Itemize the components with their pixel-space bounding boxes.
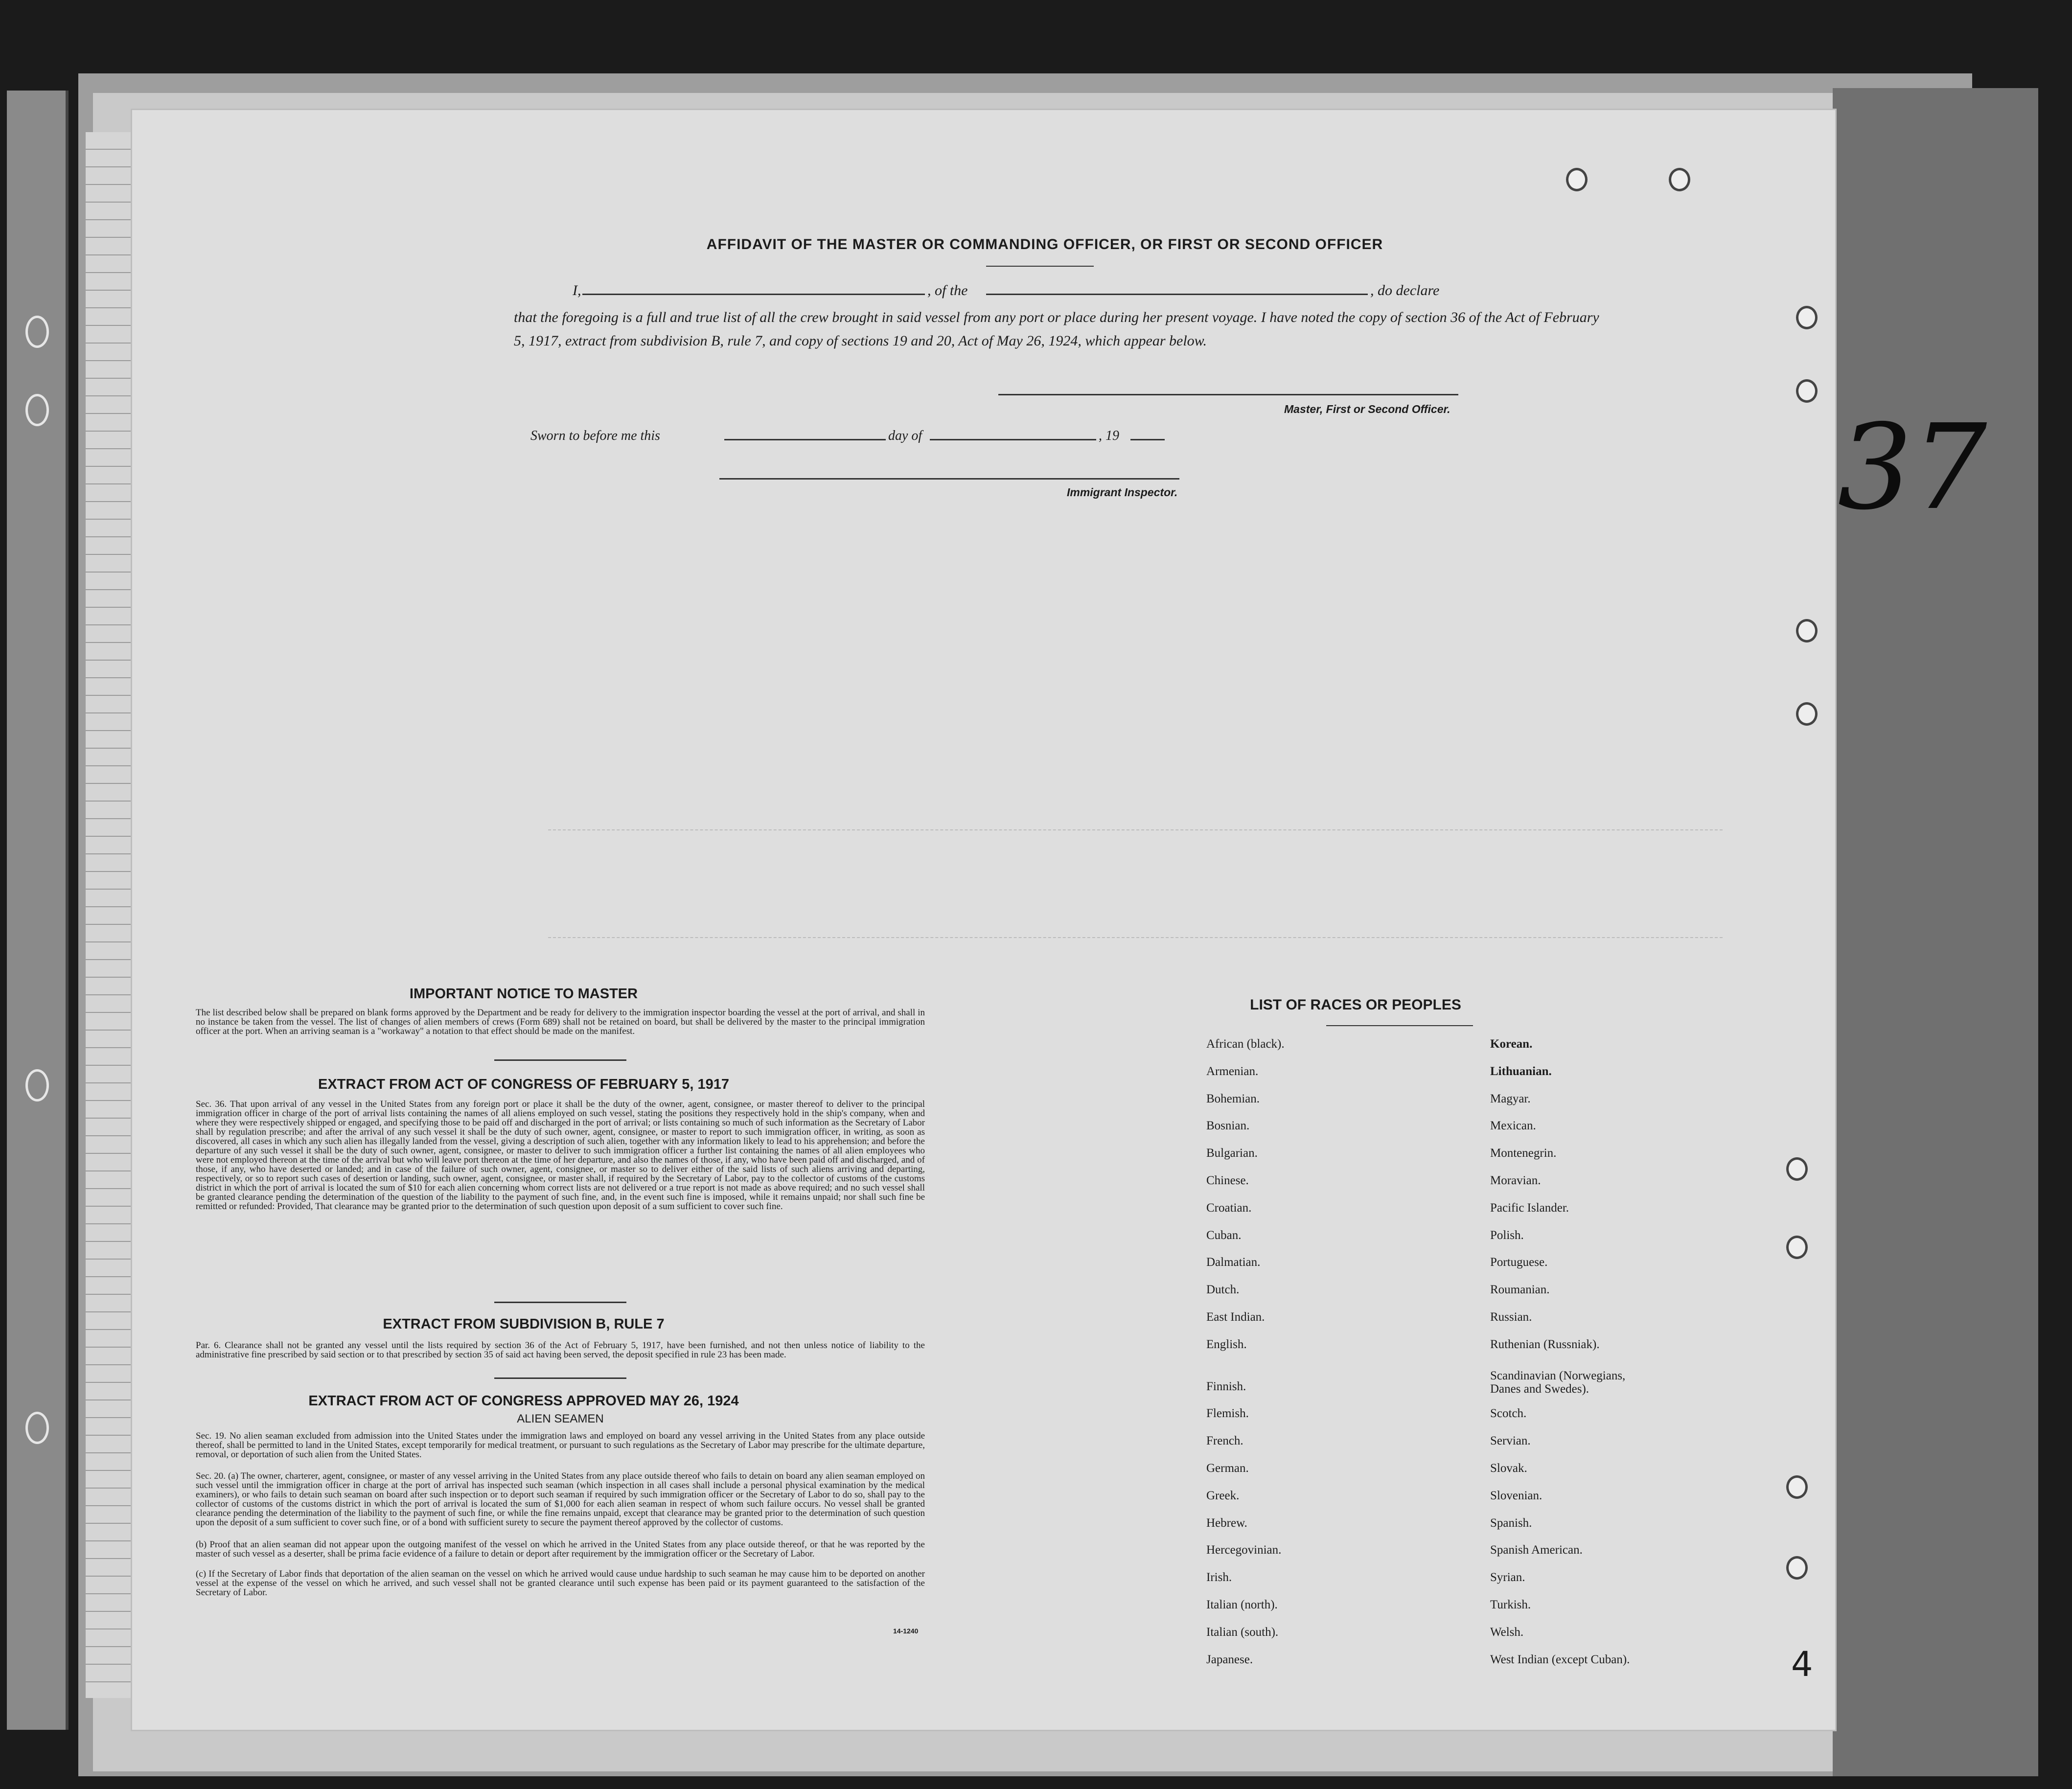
ledger-edge	[86, 132, 139, 1698]
race-item: Servian.	[1490, 1434, 1531, 1448]
affidavit-text: that the foregoing is a full and true list of all the crew brought in said vessel from any port or place during her present voyage. I have noted the copy of section 36 of the Act of February 5, 1917, extract from subdivision B, rule 7, and copy of sections 19 and 20, Act of May 26, 1924, which appear below.	[514, 309, 1599, 349]
race-item: Italian (south).	[1206, 1625, 1279, 1639]
manifest-sheet	[132, 110, 1835, 1730]
race-item: French.	[1206, 1434, 1243, 1448]
sec20b-body: (b) Proof that an alien seaman did not appear upon the outgoing manifest of the vessel on which he arrived in the United States from any place outside thereof, or that he was reported by the master of such vessel as a deserter, shall be prima facie evidence of a failure to detain or deport after requirement by the immigration officer or the Secretary of Labor.	[196, 1539, 925, 1559]
extract-1917-body: Sec. 36. That upon arrival of any vessel in the United States from any foreign port or place it shall be the duty of the owner, agent, consignee, or master thereof to deliver to the principal immigration officer in charge of the port of arrival lists containing the names of all aliens employed on such vessel, stating the positions they respectively hold in the ship's company, when and where they were respectively shipped or engaged, and specifying those to be paid off and discharged in the port of arrival; or lists containing so much of such information as the Secretary of Labor shall by regulation prescribe; and after the arrival of any such vessel it shall be the duty of such owner, agent, consignee, or master to report to such immigration officer, in writing, as soon as discovered, all cases in which any such alien has illegally landed from the vessel, giving a description of such alien, together with any information likely to lead to his apprehension; and before the departure of any such vessel it shall be the duty of such owner, agent, consignee, or master to deliver to such immigration officer a further list containing the names of all alien employees who were not employed thereon at the time of the arrival but who will leave port thereon at the time of her departure, and also the names of those, if any, who have been paid off and discharged, and of those, if any, who have deserted or landed; and in case of the failure of such owner, agent, consignee, or master so to deliver either of the said lists of such aliens arriving and departing, respectively, or so to report such cases of desertion or landing, such owner, agent, consignee, or master shall, if required by the Secretary of Labor, pay to the collector of customs of the customs district in which the port of arrival is located the sum of $10 for each alien concerning whom correct lists are not delivered or a true report is not made as above required; and no such vessel shall be granted clearance pending the determination of the question of the liability to the payment of such fine, and, in the event such fine is imposed, while it remains unpaid; nor shall such fine be remitted or refunded: Provided, That clearance may be granted prior to the determination of such question upon deposit of a sum sufficient to cover such fine.	[196, 1099, 925, 1212]
race-item: Pacific Islander.	[1490, 1201, 1569, 1215]
race-item: Spanish American.	[1490, 1543, 1583, 1557]
form-number: 14-1240	[893, 1627, 919, 1635]
punch-hole	[1786, 1157, 1808, 1181]
extract-1917-title: EXTRACT FROM ACT OF CONGRESS OF FEBRUARY 5, 1917	[318, 1077, 730, 1092]
punch-hole	[1669, 168, 1690, 191]
race-item: Italian (north).	[1206, 1598, 1278, 1611]
sec20c-body: (c) If the Secretary of Labor finds that deportation of the alien seaman on the vessel on which he arrived would cause undue hardship to such seaman he may cause him to be deported on another vessel at the expense of the vessel on which he arrived, and such vessel shall not be granted clearance until such expense has been paid or its payment guaranteed to the satisfaction of the Secretary of Labor.	[196, 1569, 925, 1598]
race-item: Irish.	[1206, 1571, 1232, 1584]
race-item: Flemish.	[1206, 1407, 1249, 1421]
punch-hole	[1786, 1236, 1808, 1259]
punch-hole	[1786, 1475, 1808, 1499]
year-label: , 19	[1099, 428, 1119, 443]
extract-1924-title: EXTRACT FROM ACT OF CONGRESS APPROVED MAY 26, 1924	[308, 1393, 739, 1409]
race-item: Dutch.	[1206, 1283, 1240, 1297]
day-of-label: day of	[888, 428, 922, 443]
notice-title: IMPORTANT NOTICE TO MASTER	[409, 986, 638, 1002]
race-item: Montenegrin.	[1490, 1147, 1557, 1160]
sworn-month-field[interactable]	[930, 439, 1096, 440]
race-item: Bohemian.	[1206, 1092, 1260, 1105]
race-item: Scotch.	[1490, 1407, 1527, 1421]
binder-ring	[25, 316, 49, 348]
binder-ring	[25, 394, 49, 426]
race-item: Moravian.	[1490, 1174, 1541, 1187]
race-item: Welsh.	[1490, 1625, 1524, 1639]
page-number-annotation: 37	[1838, 399, 1987, 536]
race-item: Spanish.	[1490, 1516, 1532, 1530]
race-item: Bulgarian.	[1206, 1147, 1258, 1160]
race-item: East Indian.	[1206, 1310, 1265, 1324]
of-the-label: , of the	[927, 282, 968, 298]
right-tab	[1833, 88, 2038, 1776]
race-item: English.	[1206, 1337, 1247, 1351]
inspector-signature-field[interactable]	[719, 478, 1179, 480]
race-item: Ruthenian (Russniak).	[1490, 1337, 1600, 1351]
race-item: African (black).	[1206, 1037, 1285, 1051]
punch-hole	[1796, 619, 1818, 642]
signature-label: Master, First or Second Officer.	[1284, 403, 1450, 415]
race-item: Armenian.	[1206, 1064, 1259, 1078]
extract-rule7-title: EXTRACT FROM SUBDIVISION B, RULE 7	[383, 1316, 665, 1332]
race-item: Mexican.	[1490, 1119, 1536, 1133]
race-item: Slovenian.	[1490, 1489, 1542, 1502]
race-item: Scandinavian (Norwegians, Danes and Swedes).	[1490, 1369, 1626, 1396]
faint-rule	[548, 829, 1723, 830]
sec20a-body: Sec. 20. (a) The owner, charterer, agent, consignee, or master of any vessel arriving in the United States from any place outside thereof who fails to detain on board any alien seaman employed on such vessel until the immigration officer in charge at the port of arrival has inspected such seaman (which inspection in all cases shall include a personal physical examination by the medical examiners), or who fails to detain such seaman on board after such inspection or to deport such seaman if required by such immigration officer or the Secretary of Labor to do so, shall pay to the collector of customs of the customs district in which the port of arrival is located the sum of $1,000 for each alien seaman in respect of whom such failure occurs. No vessel shall be granted clearance pending the determination of the liability to the payment of such fine, or while the fine remains unpaid, except that clearance may be granted prior to the determination of such question upon the deposit of a sum sufficient to cover such fine, or of a bond with sufficient surety to secure the payment thereof approved by the collector of customs.	[196, 1471, 925, 1528]
race-item: Portuguese.	[1490, 1256, 1548, 1269]
inspector-label: Immigrant Inspector.	[1067, 486, 1178, 499]
punch-hole	[1566, 168, 1588, 191]
title-rule	[986, 266, 1094, 267]
sworn-year-field[interactable]	[1130, 439, 1165, 440]
race-item: Finnish.	[1206, 1379, 1246, 1393]
section-rule	[494, 1302, 626, 1303]
sec19-body: Sec. 19. No alien seaman excluded from admission into the United States under the immigration laws and employed on board any vessel arriving in the United States from any place outside thereof, shall be permitted to land in the United States, except temporarily for medical treatment, or pursuant to such regulations as the Secretary of Labor may prescribe for the ultimate departure, removal, or deportation of such alien from the United States.	[196, 1431, 925, 1460]
race-item: Greek.	[1206, 1489, 1240, 1502]
binder-ring	[25, 1069, 49, 1101]
race-item: Syrian.	[1490, 1571, 1525, 1584]
extract-rule7-body: Par. 6. Clearance shall not be granted any vessel until the lists required by section 36 of the Act of February 5, 1917, have been furnished, and not then unless notice of liability to the administrative fine prescribed by said section or to that prescribed by section 35 of said act having been served, the deposit specified in rule 23 has been made.	[196, 1340, 925, 1360]
races-title: LIST OF RACES OR PEOPLES	[1250, 997, 1461, 1013]
signature-field[interactable]	[998, 394, 1458, 395]
extract-1924-subtitle: ALIEN SEAMEN	[517, 1412, 604, 1425]
race-item: Hebrew.	[1206, 1516, 1247, 1530]
race-item: West Indian (except Cuban).	[1490, 1652, 1630, 1666]
notice-body: The list described below shall be prepared on blank forms approved by the Department and be ready for delivery to the immigration inspector boarding the vessel at the port of arrival, and shall in no instance be taken from the vessel. The list of changes of alien members of crews (Form 689) shall not be retained on board, but shall be delivered by the master to the principal immigration officer at the port. When an arriving seaman is a "workaway" a notation to that effect should be made on the manifest.	[196, 1008, 925, 1036]
sworn-label: Sworn to before me this	[530, 428, 660, 443]
punch-hole	[1796, 379, 1818, 403]
race-item: Lithuanian.	[1490, 1064, 1552, 1078]
sworn-day-field[interactable]	[724, 439, 886, 440]
vessel-field[interactable]	[986, 294, 1368, 295]
race-item: Roumanian.	[1490, 1283, 1550, 1297]
punch-hole	[1796, 306, 1818, 329]
race-item: Cuban.	[1206, 1228, 1242, 1242]
punch-hole	[1796, 702, 1818, 726]
race-item: Hercegovinian.	[1206, 1543, 1282, 1557]
affidavit-title: AFFIDAVIT OF THE MASTER OR COMMANDING OFFICER, OR FIRST OR SECOND OFFICER	[706, 236, 1383, 252]
race-item: Russian.	[1490, 1310, 1532, 1324]
race-item: Bosnian.	[1206, 1119, 1250, 1133]
binder-spine	[7, 91, 69, 1730]
race-item: Magyar.	[1490, 1092, 1531, 1105]
section-rule	[494, 1377, 626, 1379]
race-item: Japanese.	[1206, 1652, 1253, 1666]
punch-hole	[1786, 1556, 1808, 1580]
race-item: Polish.	[1490, 1228, 1524, 1242]
race-item: Chinese.	[1206, 1174, 1249, 1187]
section-rule	[494, 1059, 626, 1061]
faint-rule	[548, 937, 1723, 938]
race-item: Korean.	[1490, 1037, 1533, 1051]
name-field[interactable]	[582, 294, 925, 295]
corner-mark: 4	[1791, 1644, 1813, 1684]
race-item: Dalmatian.	[1206, 1256, 1261, 1269]
binder-ring	[25, 1412, 49, 1444]
do-declare-label: , do declare	[1370, 282, 1440, 298]
races-title-rule	[1326, 1025, 1473, 1026]
i-label: I,	[573, 282, 581, 298]
race-item: German.	[1206, 1462, 1249, 1475]
race-item: Slovak.	[1490, 1462, 1527, 1475]
race-item: Turkish.	[1490, 1598, 1531, 1611]
race-item: Croatian.	[1206, 1201, 1252, 1215]
